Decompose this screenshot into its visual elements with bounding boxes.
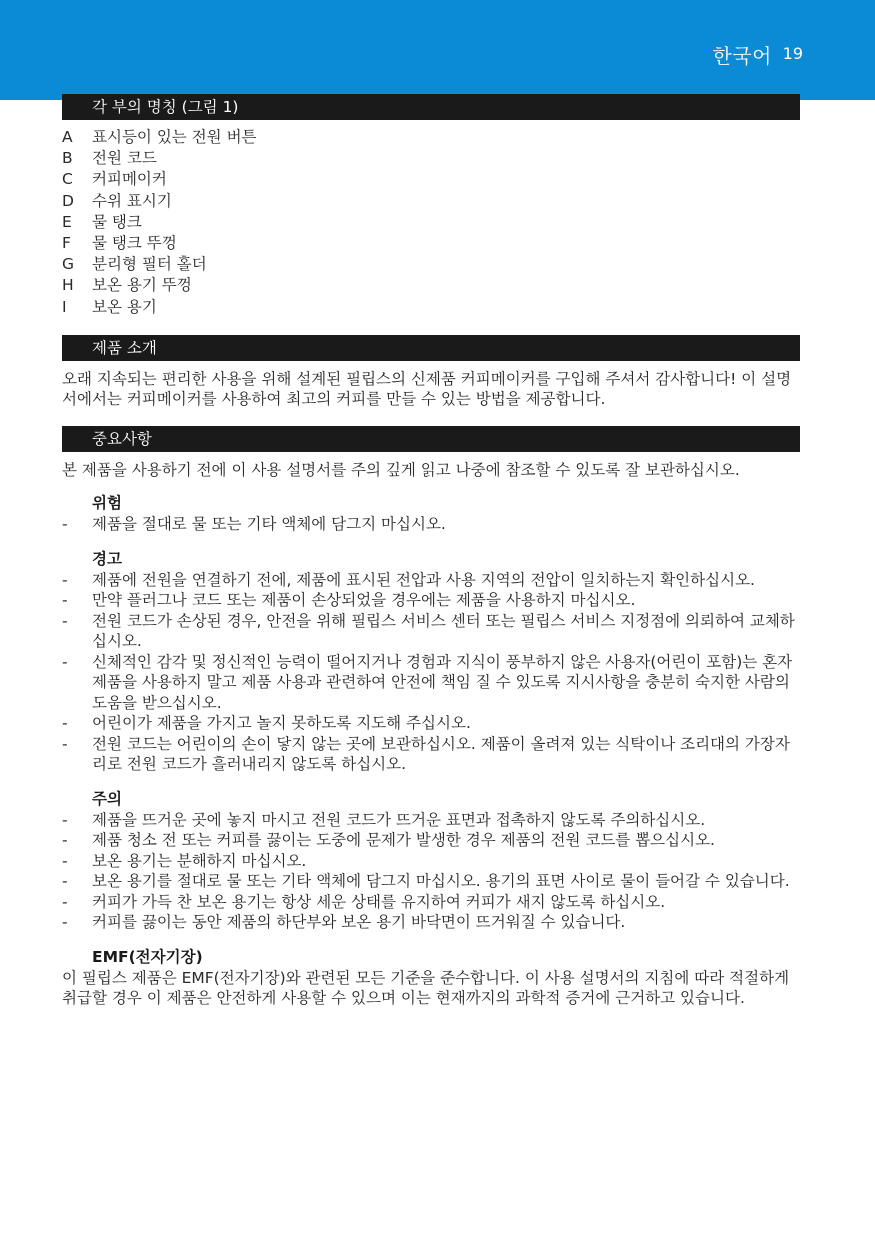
caution-list (62, 810, 800, 933)
part-item: C 커피메이커 (62, 170, 167, 189)
list-item: - 만약 플러그나 코드 또는 제품이 손상되었을 경우에는 제품을 사용하지 마십시오. (62, 591, 636, 610)
parts-list (62, 127, 800, 318)
list-item: - 커피가 가득 찬 보온 용기는 항상 세운 상태를 유지하여 커피가 새지 않도록 하십시오. (62, 892, 666, 911)
list-item: - 보온 용기를 절대로 물 또는 기타 액체에 담그지 마십시오. 용기의 표면 사이로 물이 들어갈 수 있습니다. (62, 872, 790, 891)
list-item: - 제품에 전원을 연결하기 전에, 제품에 표시된 전압과 사용 지역의 전압이 일치하는지 확인하십시오. (62, 570, 755, 589)
warning-list (62, 570, 800, 775)
caution-title: 주의 (92, 789, 122, 808)
parts-heading: 각 부의 명칭 (그림 1) (62, 94, 800, 120)
intro-heading: 제품 소개 (62, 335, 800, 361)
page-number: 19 (782, 44, 803, 63)
intro-text: 오래 지속되는 편리한 사용을 위해 설계된 필립스의 신제품 커피메이커를 구입해 주셔서 감사합니다! 이 설명서에서는 커피메이커를 사용하여 최고의 커피를 만들 수 있는 방법을 제공합니다. (62, 369, 792, 409)
page-content (62, 94, 800, 1009)
danger-title: 위험 (92, 494, 122, 513)
part-item: B 전원 코드 (62, 149, 157, 168)
warning-title: 경고 (92, 549, 122, 568)
emf-title: EMF(전자기장) (92, 947, 203, 966)
part-item: G 분리형 필터 홀더 (62, 255, 207, 274)
part-item: F 물 탱크 뚜껑 (62, 234, 177, 253)
part-item: H 보온 용기 뚜껑 (62, 276, 192, 295)
list-item: - 제품을 절대로 물 또는 기타 액체에 담그지 마십시오. (62, 515, 446, 534)
important-heading: 중요사항 (62, 426, 800, 452)
danger-list (62, 514, 800, 535)
list-item: - 전원 코드는 어린이의 손이 닿지 않는 곳에 보관하십시오. 제품이 올려져 있는 식탁이나 조리대의 가장자리로 전원 코드가 흘러내리지 않도록 하십시오. (62, 734, 790, 774)
emf-text: 이 필립스 제품은 EMF(전자기장)와 관련된 모든 기준을 준수합니다. 이 사용 설명서의 지침에 따라 적절하게 취급할 경우 이 제품은 안전하게 사용할 수 있으며 이는 현재까지의 과학적 증거에 근거하고 있습니다. (62, 968, 790, 1008)
list-item: - 보온 용기는 분해하지 마십시오. (62, 851, 307, 870)
part-item: I 보온 용기 (62, 297, 157, 316)
part-item: D 수위 표시기 (62, 191, 172, 210)
part-item: A 표시등이 있는 전원 버튼 (62, 128, 257, 146)
language-label: 한국어 (712, 44, 772, 68)
list-item: - 전원 코드가 손상된 경우, 안전을 위해 필립스 서비스 센터 또는 필립스 서비스 지정점에 의뢰하여 교체하십시오. (62, 611, 795, 651)
list-item: - 제품을 뜨거운 곳에 놓지 마시고 전원 코드가 뜨거운 표면과 접촉하지 않도록 주의하십시오. (62, 810, 706, 829)
list-item: - 어린이가 제품을 가지고 놀지 못하도록 지도해 주십시오. (62, 714, 471, 733)
part-item: E 물 탱크 (62, 212, 142, 231)
list-item: - 커피를 끓이는 동안 제품의 하단부와 보온 용기 바닥면이 뜨거워질 수 있습니다. (62, 913, 626, 932)
list-item: - 제품 청소 전 또는 커피를 끓이는 도중에 문제가 발생한 경우 제품의 전원 코드를 뽑으십시오. (62, 831, 715, 850)
list-item: - 신체적인 감각 및 정신적인 능력이 떨어지거나 경험과 지식이 풍부하지 않은 사용자(어린이 포함)는 혼자 제품을 사용하지 말고 제품 사용과 관련하여 안전에 책임 질 수 있도록 지시사항을 충분히 숙지한 사람의 도움을 받으십시오. (62, 652, 793, 712)
important-text: 본 제품을 사용하기 전에 이 사용 설명서를 주의 깊게 읽고 나중에 참조할 수 있도록 잘 보관하십시오. (62, 460, 740, 479)
